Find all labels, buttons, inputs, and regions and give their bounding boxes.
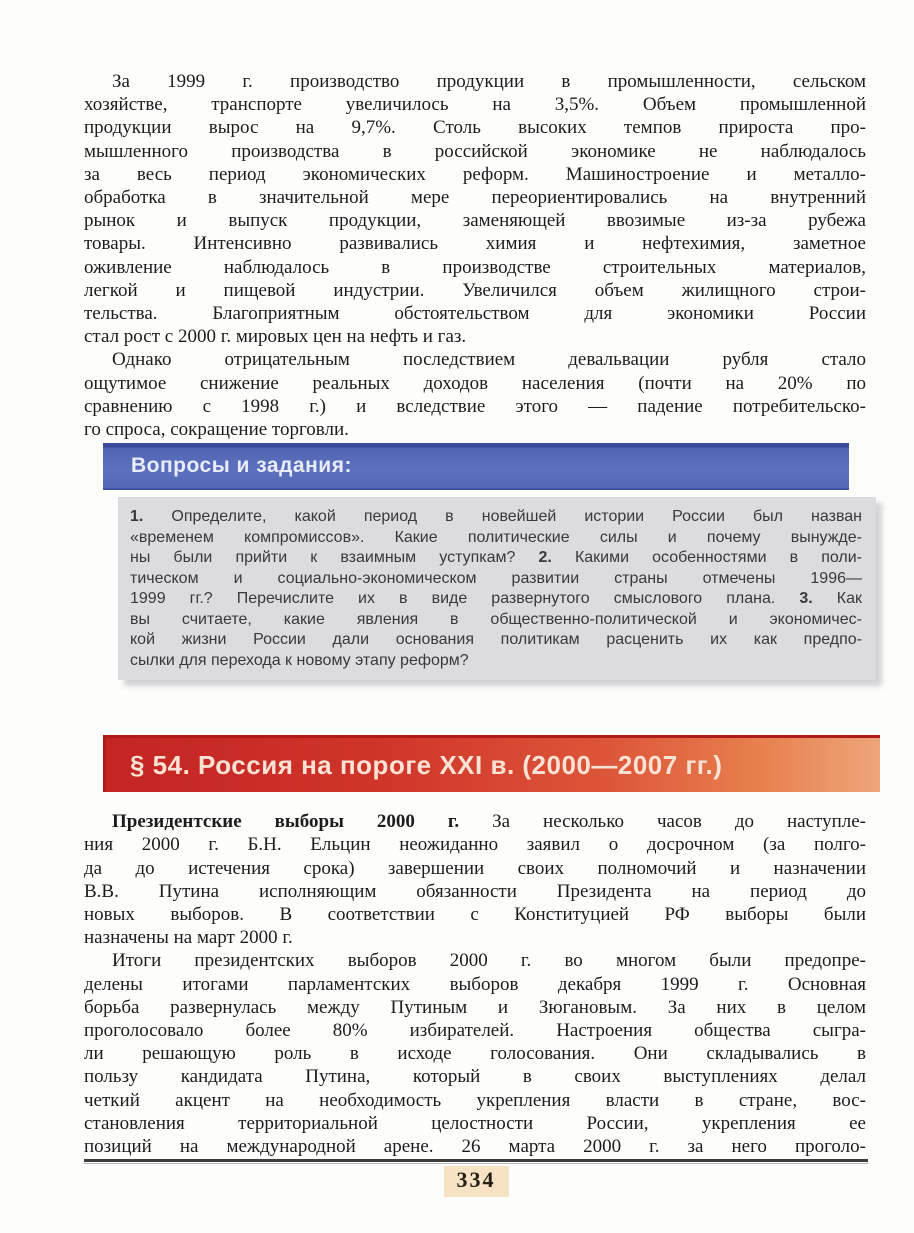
question-text: Какими особенностями в поли- bbox=[551, 549, 862, 567]
text-line: да до истечения срока) завершении своих полномочий и назначении bbox=[84, 857, 866, 879]
text-line: хозяйстве, транспорте увеличилось на 3,5%. Объем промышленной bbox=[84, 94, 866, 116]
section-header-label: § 54. Россия на пороге XXI в. (2000—2007 гг.) bbox=[130, 749, 723, 780]
page-number: 334 bbox=[444, 1166, 509, 1197]
text-line: назначены на март 2000 г. bbox=[84, 927, 293, 949]
questions-banner-label: Вопросы и задания: bbox=[131, 453, 352, 477]
text-line: рынок и выпуск продукции, заменяющей ввозимые из-за рубежа bbox=[84, 210, 866, 232]
text-line: продукции вырос на 9,7%. Столь высоких темпов прироста про- bbox=[84, 117, 866, 139]
text-line: товары. Интенсивно развивались химия и нефтехимия, заметное bbox=[84, 233, 866, 255]
text-line: В.В. Путина исполняющим обязанности Президента на период до bbox=[84, 880, 866, 902]
text-line: за весь период экономических реформ. Машиностроение и металло- bbox=[84, 163, 866, 185]
text-line: За 1999 г. производство продукции в промышленности, сельском bbox=[112, 71, 866, 92]
question-text: Как bbox=[812, 590, 862, 608]
page-footer bbox=[84, 1166, 868, 1197]
section-header-banner bbox=[103, 735, 880, 792]
text-line: проголосовало более 80% избирателей. Настроения общества сыгра- bbox=[84, 1020, 866, 1042]
paragraph-lead: Президентские выборы 2000 г. bbox=[112, 811, 460, 833]
question-line: тическом и социально-экономическом развитии страны отмечены 1996— bbox=[130, 569, 862, 587]
text-line: го спроса, сокращение торговли. bbox=[84, 419, 349, 441]
text-line: ния 2000 г. Б.Н. Ельцин неожиданно заявил о досрочном (за полго- bbox=[84, 834, 866, 856]
question-line bbox=[130, 589, 862, 610]
text-line: ощутимое снижение реальных доходов населения (почти на 20% по bbox=[84, 372, 866, 394]
text-line: легкой и пищевой индустрии. Увеличился объем жилищного строи- bbox=[84, 279, 866, 301]
text-line: сравнению с 1998 г.) и вследствие этого — падение потребительско- bbox=[84, 395, 866, 417]
question-text: Определите, какой период в новейшей истории России был назван bbox=[143, 508, 862, 526]
question-line: сылки для перехода к новому этапу реформ? bbox=[130, 651, 469, 669]
text-line: стал рост с 2000 г. мировых цен на нефть и газ. bbox=[84, 326, 467, 348]
text-line: Итоги президентских выборов 2000 г. во многом были предопре- bbox=[112, 950, 866, 972]
question-line bbox=[130, 548, 862, 569]
text-line: Однако отрицательным последствием девальвации рубля стало bbox=[112, 349, 866, 371]
questions-box bbox=[118, 497, 876, 680]
text-line: четкий акцент на необходимость укрепления власти в стране, вос- bbox=[84, 1089, 866, 1111]
text-column bbox=[84, 70, 866, 1158]
footer-rule bbox=[84, 1159, 868, 1164]
text-line: делены итогами парламентских выборов декабря 1999 г. Основная bbox=[84, 973, 866, 995]
question-line bbox=[130, 507, 862, 528]
text-segment: За несколько часов до наступле- bbox=[459, 811, 866, 833]
question-number: 1. bbox=[130, 508, 144, 526]
question-text: 1999 гг.? Перечислите их в виде развернутого смыслового плана. bbox=[130, 590, 800, 608]
text-line: новых выборов. В соответствии с Конституцией РФ выборы были bbox=[84, 904, 866, 926]
paragraph-election-results bbox=[84, 949, 866, 1158]
text-line: мышленного производства в российской экономике не наблюдалось bbox=[84, 140, 866, 162]
paragraph-economy-1999 bbox=[84, 70, 866, 348]
paragraph-devaluation bbox=[84, 348, 866, 441]
question-number: 3. bbox=[799, 590, 813, 608]
paragraph-elections-2000 bbox=[84, 810, 866, 949]
text-line: пользу кандидата Путина, который в своих выступлениях делал bbox=[84, 1066, 866, 1088]
text-line: оживление наблюдалось в производстве строительных материалов, bbox=[84, 256, 866, 278]
questions-banner bbox=[103, 443, 849, 490]
question-line: кой жизни России дали основания политикам расценить их как предпо- bbox=[130, 631, 862, 649]
text-line: позиций на международной арене. 26 марта 2000 г. за него проголо- bbox=[84, 1136, 866, 1158]
text-line: ли решающую роль в исходе голосования. Они складывались в bbox=[84, 1043, 866, 1065]
question-line: «временем компромиссов». Какие политические силы и почему вынужде- bbox=[130, 528, 862, 546]
text-line: становления территориальной целостности России, укрепления ее bbox=[84, 1112, 866, 1134]
question-text: ны были прийти к взаимным уступкам? bbox=[130, 549, 539, 567]
text-line: тельства. Благоприятным обстоятельством для экономики России bbox=[84, 303, 866, 325]
text-line bbox=[84, 810, 866, 833]
question-number: 2. bbox=[538, 549, 552, 567]
question-line: вы считаете, какие явления в общественно-политической и экономичес- bbox=[130, 610, 862, 628]
text-line: борьба развернулась между Путиным и Зюгановым. За них в целом bbox=[84, 996, 866, 1018]
text-line: обработка в значительной мере переориентировались на внутренний bbox=[84, 187, 866, 209]
